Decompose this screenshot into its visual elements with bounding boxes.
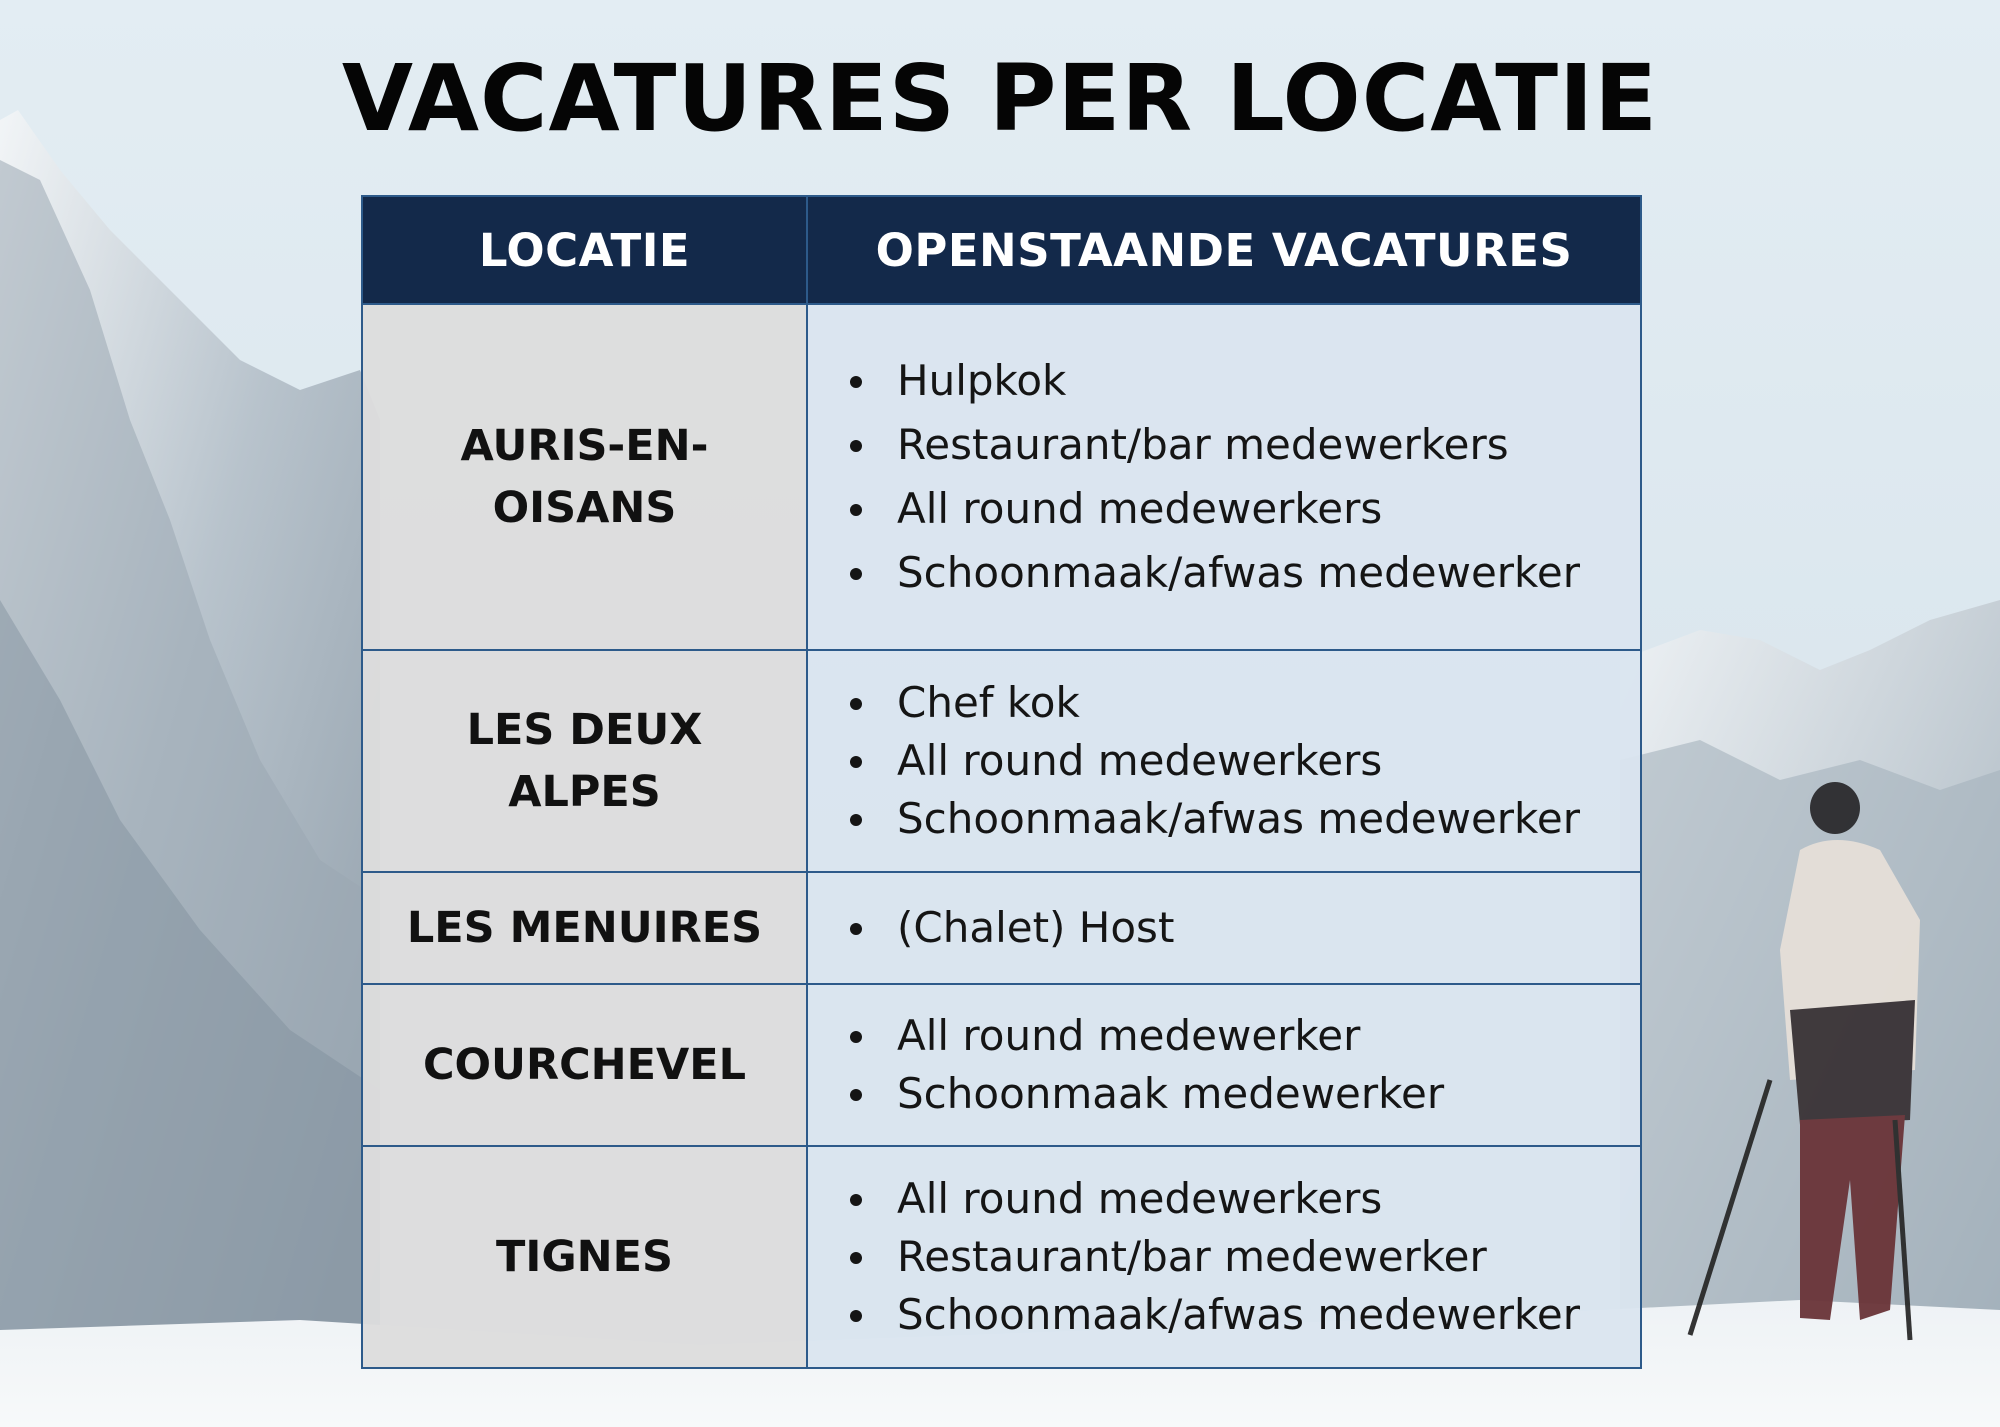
vacancy-list: [850, 1007, 1620, 1123]
vacancy-item: All round medewerkers: [850, 477, 1620, 541]
vacancies-cell: [807, 872, 1641, 984]
vacancy-item: Schoonmaak/afwas medewerker: [850, 541, 1620, 605]
table-row: [362, 650, 1641, 872]
vacancy-item: Restaurant/bar medewerker: [850, 1228, 1620, 1286]
location-name-line: LES DEUX ALPES: [466, 705, 703, 817]
location-cell: [362, 650, 807, 872]
location-cell: [362, 872, 807, 984]
vacancies-cell: [807, 1146, 1641, 1368]
table-row: [362, 872, 1641, 984]
table-row: [362, 1146, 1641, 1368]
location-name-line: COURCHEVEL: [422, 1040, 747, 1090]
column-header-open-vacancies: OPENSTAANDE VACATURES: [807, 196, 1641, 304]
vacancy-list: [850, 674, 1620, 848]
vacancy-list: [850, 1170, 1620, 1344]
vacancy-item: Restaurant/bar medewerkers: [850, 413, 1620, 477]
vacancy-item: Schoonmaak medewerker: [850, 1065, 1620, 1123]
table-header-row: [362, 196, 1641, 304]
location-name-line: OISANS: [492, 483, 677, 533]
vacancy-item: Chef kok: [850, 674, 1620, 732]
vacancies-cell: [807, 650, 1641, 872]
location-name-line: AURIS-EN-: [460, 421, 709, 471]
location-cell: [362, 304, 807, 650]
vacancy-item: Schoonmaak/afwas medewerker: [850, 1286, 1620, 1344]
vacancy-item: All round medewerker: [850, 1007, 1620, 1065]
location-name-line: TIGNES: [496, 1232, 673, 1282]
vacancies-cell: [807, 984, 1641, 1146]
vacancy-item: Hulpkok: [850, 349, 1620, 413]
vacancy-item: All round medewerkers: [850, 1170, 1620, 1228]
vacancy-item: All round medewerkers: [850, 732, 1620, 790]
vacancy-item: Schoonmaak/afwas medewerker: [850, 790, 1620, 848]
location-cell: [362, 1146, 807, 1368]
vacancy-item: (Chalet) Host: [850, 899, 1620, 957]
vacancies-table-container: [361, 195, 1640, 1367]
location-cell: [362, 984, 807, 1146]
vacancy-list: [850, 349, 1620, 605]
location-name-line: LES MENUIRES: [406, 903, 763, 953]
vacancies-cell: [807, 304, 1641, 650]
vacancies-table: [361, 195, 1642, 1369]
column-header-location: LOCATIE: [362, 196, 807, 304]
table-row: [362, 984, 1641, 1146]
vacancy-list: [850, 899, 1620, 957]
table-row: [362, 304, 1641, 650]
page-title: VACATURES PER LOCATIE: [341, 45, 1659, 152]
